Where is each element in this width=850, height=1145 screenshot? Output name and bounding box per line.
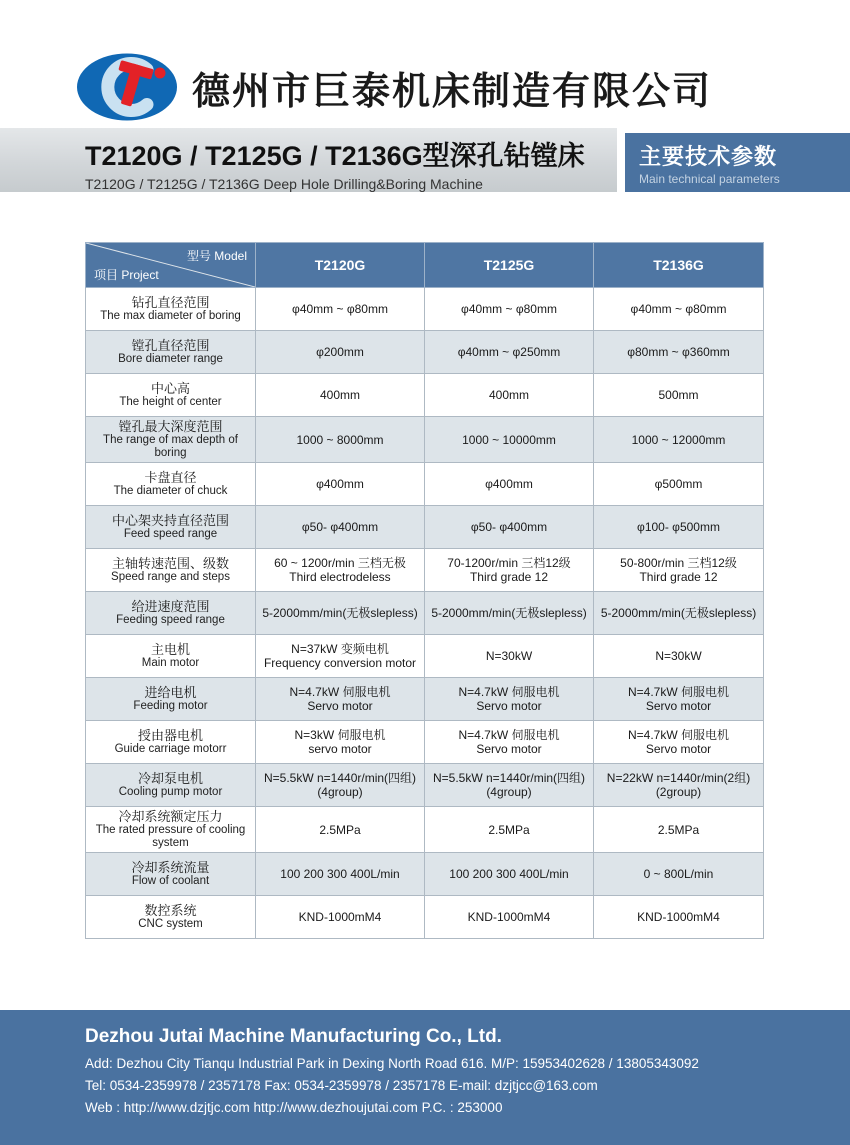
value-line: 2.5MPa xyxy=(319,822,361,837)
row-label-en: The height of center xyxy=(119,396,222,408)
value-line: Third grade 12 xyxy=(469,570,549,584)
value-line: 5-2000mm/min(无极slepless) xyxy=(262,606,418,620)
logo-dot xyxy=(155,68,166,79)
value-cell xyxy=(256,853,425,896)
row-label-cn: 中心高 xyxy=(150,381,190,396)
value-cell xyxy=(256,678,425,721)
row-label-en: The diameter of chuck xyxy=(113,485,228,497)
value-cell xyxy=(594,331,764,374)
table-row xyxy=(86,463,764,506)
value-line: 5-2000mm/min(无极slepless) xyxy=(600,606,757,620)
row-label-cell xyxy=(86,592,256,635)
value-cell xyxy=(425,721,594,764)
value-line: φ40mm ~ φ80mm xyxy=(292,302,388,316)
value-cell xyxy=(594,678,764,721)
footer-company-name: Dezhou Jutai Machine Manufacturing Co., Ltd. xyxy=(85,1026,502,1047)
spec-table xyxy=(85,242,764,939)
table-row xyxy=(86,592,764,635)
column-header-model-2: T2125G xyxy=(425,243,594,288)
value-cell xyxy=(256,592,425,635)
value-line: 0 ~ 800L/min xyxy=(643,867,714,881)
row-label-cell xyxy=(86,678,256,721)
value-line: φ200mm xyxy=(316,345,364,359)
value-line: N=4.7kW 伺服电机 xyxy=(289,685,391,699)
value-cell xyxy=(256,374,425,417)
value-line: Frequency conversion motor xyxy=(263,656,417,670)
value-cell xyxy=(256,896,425,939)
model-subtitle: T2120G / T2125G / T2136G Deep Hole Drilling&Boring Machine xyxy=(85,176,483,192)
value-cell xyxy=(594,592,764,635)
corner-header-cell xyxy=(86,243,256,288)
row-label-cn: 冷却泵电机 xyxy=(137,771,203,786)
table-row xyxy=(86,678,764,721)
row-label-cell xyxy=(86,635,256,678)
table-row xyxy=(86,506,764,549)
table-row xyxy=(86,417,764,463)
value-line: N=30kW xyxy=(485,649,533,663)
table-row xyxy=(86,807,764,853)
value-line: N=3kW 伺服电机 xyxy=(294,728,386,742)
value-line: (4group) xyxy=(486,785,532,799)
table-row xyxy=(86,331,764,374)
row-label-en: The max diameter of boring xyxy=(100,310,241,322)
table-row xyxy=(86,549,764,592)
row-label-cell xyxy=(86,764,256,807)
row-label-en: Guide carriage motorr xyxy=(114,743,227,755)
value-line: φ40mm ~ φ80mm xyxy=(630,302,727,316)
value-cell xyxy=(425,678,594,721)
value-line: 5-2000mm/min(无极slepless) xyxy=(431,606,587,620)
value-line: φ40mm ~ φ250mm xyxy=(457,345,561,359)
row-label-en: The range of max depth of boring xyxy=(103,434,238,459)
row-label-cn: 授由器电机 xyxy=(137,728,203,743)
value-line: KND-1000mM4 xyxy=(637,910,720,924)
model-title-bar xyxy=(0,128,617,192)
value-cell xyxy=(256,635,425,678)
value-line: 1000 ~ 8000mm xyxy=(296,432,384,447)
value-cell xyxy=(425,374,594,417)
value-cell xyxy=(425,896,594,939)
value-cell xyxy=(425,417,594,463)
row-label-en: Feeding speed range xyxy=(116,614,225,626)
value-cell xyxy=(256,288,425,331)
value-line: 400mm xyxy=(319,388,360,402)
table-row xyxy=(86,896,764,939)
table-row xyxy=(86,721,764,764)
footer-address-line: Add: Dezhou City Tianqu Industrial Park in Dexing North Road 616. M/P: 15953402628 / 13805343092 xyxy=(85,1056,699,1071)
row-label-cn: 冷却系统额定压力 xyxy=(118,809,223,824)
value-line: Servo motor xyxy=(476,742,542,756)
value-line: φ40mm ~ φ80mm xyxy=(461,302,557,316)
value-line: φ400mm xyxy=(316,477,364,491)
value-cell xyxy=(425,592,594,635)
value-line: 400mm xyxy=(488,388,529,402)
value-line: N=5.5kW n=1440r/min(四组) xyxy=(263,771,417,785)
value-line: (4group) xyxy=(317,785,363,799)
value-cell xyxy=(594,896,764,939)
value-cell xyxy=(594,288,764,331)
value-cell xyxy=(594,853,764,896)
parameters-box xyxy=(625,133,850,192)
row-label-cell xyxy=(86,896,256,939)
table-row xyxy=(86,635,764,678)
value-line: Third electrodeless xyxy=(289,570,391,584)
value-line: 1000 ~ 10000mm xyxy=(462,432,556,447)
table-row xyxy=(86,764,764,807)
row-label-en: Feeding motor xyxy=(133,700,208,712)
value-line: (2group) xyxy=(655,785,702,799)
value-cell xyxy=(425,807,594,853)
row-label-cn: 钻孔直径范围 xyxy=(131,295,210,310)
value-cell xyxy=(425,635,594,678)
row-label-en: Flow of coolant xyxy=(131,875,210,887)
value-cell xyxy=(425,764,594,807)
row-label-cn: 冷却系统流量 xyxy=(131,860,210,875)
value-line: φ80mm ~ φ360mm xyxy=(627,345,730,359)
value-line: 500mm xyxy=(658,388,699,402)
value-line: 2.5MPa xyxy=(488,822,530,837)
value-cell xyxy=(256,549,425,592)
value-line: 1000 ~ 12000mm xyxy=(631,432,726,447)
value-cell xyxy=(594,374,764,417)
value-cell xyxy=(425,463,594,506)
row-label-en: Bore diameter range xyxy=(118,353,223,365)
row-label-cell xyxy=(86,463,256,506)
corner-project-label: 项目 Project xyxy=(94,268,159,282)
row-label-cell xyxy=(86,853,256,896)
value-line: Servo motor xyxy=(645,699,712,713)
value-cell xyxy=(594,549,764,592)
value-line: 60 ~ 1200r/min 三档无极 xyxy=(274,556,406,570)
value-line: φ400mm xyxy=(485,477,533,491)
value-line: φ50- φ400mm xyxy=(301,520,379,534)
row-label-en: Cooling pump motor xyxy=(118,786,223,798)
value-line: N=4.7kW 伺服电机 xyxy=(458,685,560,699)
row-label-cn: 主电机 xyxy=(150,642,190,657)
value-cell xyxy=(594,463,764,506)
row-label-cn: 镗孔直径范围 xyxy=(131,338,210,353)
value-cell xyxy=(425,506,594,549)
value-line: Third grade 12 xyxy=(639,570,718,584)
value-line: KND-1000mM4 xyxy=(467,910,551,924)
row-label-cn: 卡盘直径 xyxy=(144,470,197,485)
value-cell xyxy=(425,853,594,896)
value-line: N=5.5kW n=1440r/min(四组) xyxy=(432,771,586,785)
value-cell xyxy=(594,417,764,463)
value-line: N=30kW xyxy=(655,649,702,663)
row-label-en: Main motor xyxy=(141,657,200,669)
value-line: Servo motor xyxy=(476,699,542,713)
value-line: Servo motor xyxy=(307,699,373,713)
row-label-cell xyxy=(86,506,256,549)
value-line: N=4.7kW 伺服电机 xyxy=(627,685,730,699)
value-line: N=22kW n=1440r/min(2组) xyxy=(606,771,751,785)
value-cell xyxy=(594,764,764,807)
row-label-cn: 中心架夹持直径范围 xyxy=(111,513,229,528)
value-line: N=4.7kW 伺服电机 xyxy=(458,728,560,742)
table-row xyxy=(86,853,764,896)
column-header-model-1: T2120G xyxy=(256,243,425,288)
row-label-cell xyxy=(86,288,256,331)
value-cell xyxy=(594,506,764,549)
table-row xyxy=(86,374,764,417)
model-title: T2120G / T2125G / T2136G型深孔钻镗床 xyxy=(85,141,585,171)
company-logo-icon xyxy=(76,52,178,122)
row-label-cell xyxy=(86,374,256,417)
row-label-cn: 主轴转速范围、级数 xyxy=(111,556,229,571)
table-row xyxy=(86,288,764,331)
row-label-cn: 给进速度范围 xyxy=(131,599,210,614)
row-label-cell xyxy=(86,549,256,592)
parameters-title-en: Main technical parameters xyxy=(639,172,780,186)
value-cell xyxy=(256,506,425,549)
value-line: 70-1200r/min 三档12级 xyxy=(447,556,571,570)
value-line: 2.5MPa xyxy=(657,822,700,837)
value-cell xyxy=(256,721,425,764)
footer-contact-line: Tel: 0534-2359978 / 2357178 Fax: 0534-2359978 / 2357178 E-mail: dzjtjcc@163.com xyxy=(85,1078,598,1093)
row-label-en: CNC system xyxy=(138,918,203,930)
row-label-cell xyxy=(86,417,256,463)
row-label-cell xyxy=(86,721,256,764)
row-label-cn: 数控系统 xyxy=(144,903,197,918)
row-label-en: Feed speed range xyxy=(123,528,218,540)
footer xyxy=(0,1010,850,1145)
value-cell xyxy=(594,635,764,678)
value-cell xyxy=(256,807,425,853)
parameters-title-cn: 主要技术参数 xyxy=(639,144,778,169)
value-line: 50-800r/min 三档12级 xyxy=(620,556,737,570)
value-cell xyxy=(425,288,594,331)
value-line: servo motor xyxy=(308,742,372,756)
row-label-en: The rated pressure of cooling system xyxy=(95,824,246,849)
row-label-cell xyxy=(86,331,256,374)
value-line: Servo motor xyxy=(645,742,712,756)
company-name: 德州市巨泰机床制造有限公司 xyxy=(192,70,713,113)
value-cell xyxy=(256,417,425,463)
value-cell xyxy=(425,331,594,374)
row-label-cell xyxy=(86,807,256,853)
row-label-cn: 进给电机 xyxy=(144,685,197,700)
value-cell xyxy=(594,721,764,764)
row-label-cn: 镗孔最大深度范围 xyxy=(118,419,223,434)
value-line: φ100- φ500mm xyxy=(637,520,720,534)
value-line: KND-1000mM4 xyxy=(298,910,382,924)
column-header-model-3: T2136G xyxy=(594,243,764,288)
footer-web-line: Web : http://www.dzjtjc.com http://www.dezhoujutai.com P.C. : 253000 xyxy=(85,1100,503,1115)
value-line: φ50- φ400mm xyxy=(470,520,548,534)
value-line: N=37kW 变频电机 xyxy=(291,642,389,656)
value-line: 100 200 300 400L/min xyxy=(449,867,569,881)
row-label-en: Speed range and steps xyxy=(111,571,230,583)
value-cell xyxy=(425,549,594,592)
corner-model-label: 型号 Model xyxy=(186,249,247,263)
value-cell xyxy=(256,331,425,374)
value-cell xyxy=(256,463,425,506)
table-header-row xyxy=(86,243,764,288)
value-line: 100 200 300 400L/min xyxy=(280,867,400,881)
value-line: φ500mm xyxy=(654,477,703,491)
value-line: N=4.7kW 伺服电机 xyxy=(627,728,730,742)
value-cell xyxy=(594,807,764,853)
value-cell xyxy=(256,764,425,807)
brand-header xyxy=(76,52,712,122)
